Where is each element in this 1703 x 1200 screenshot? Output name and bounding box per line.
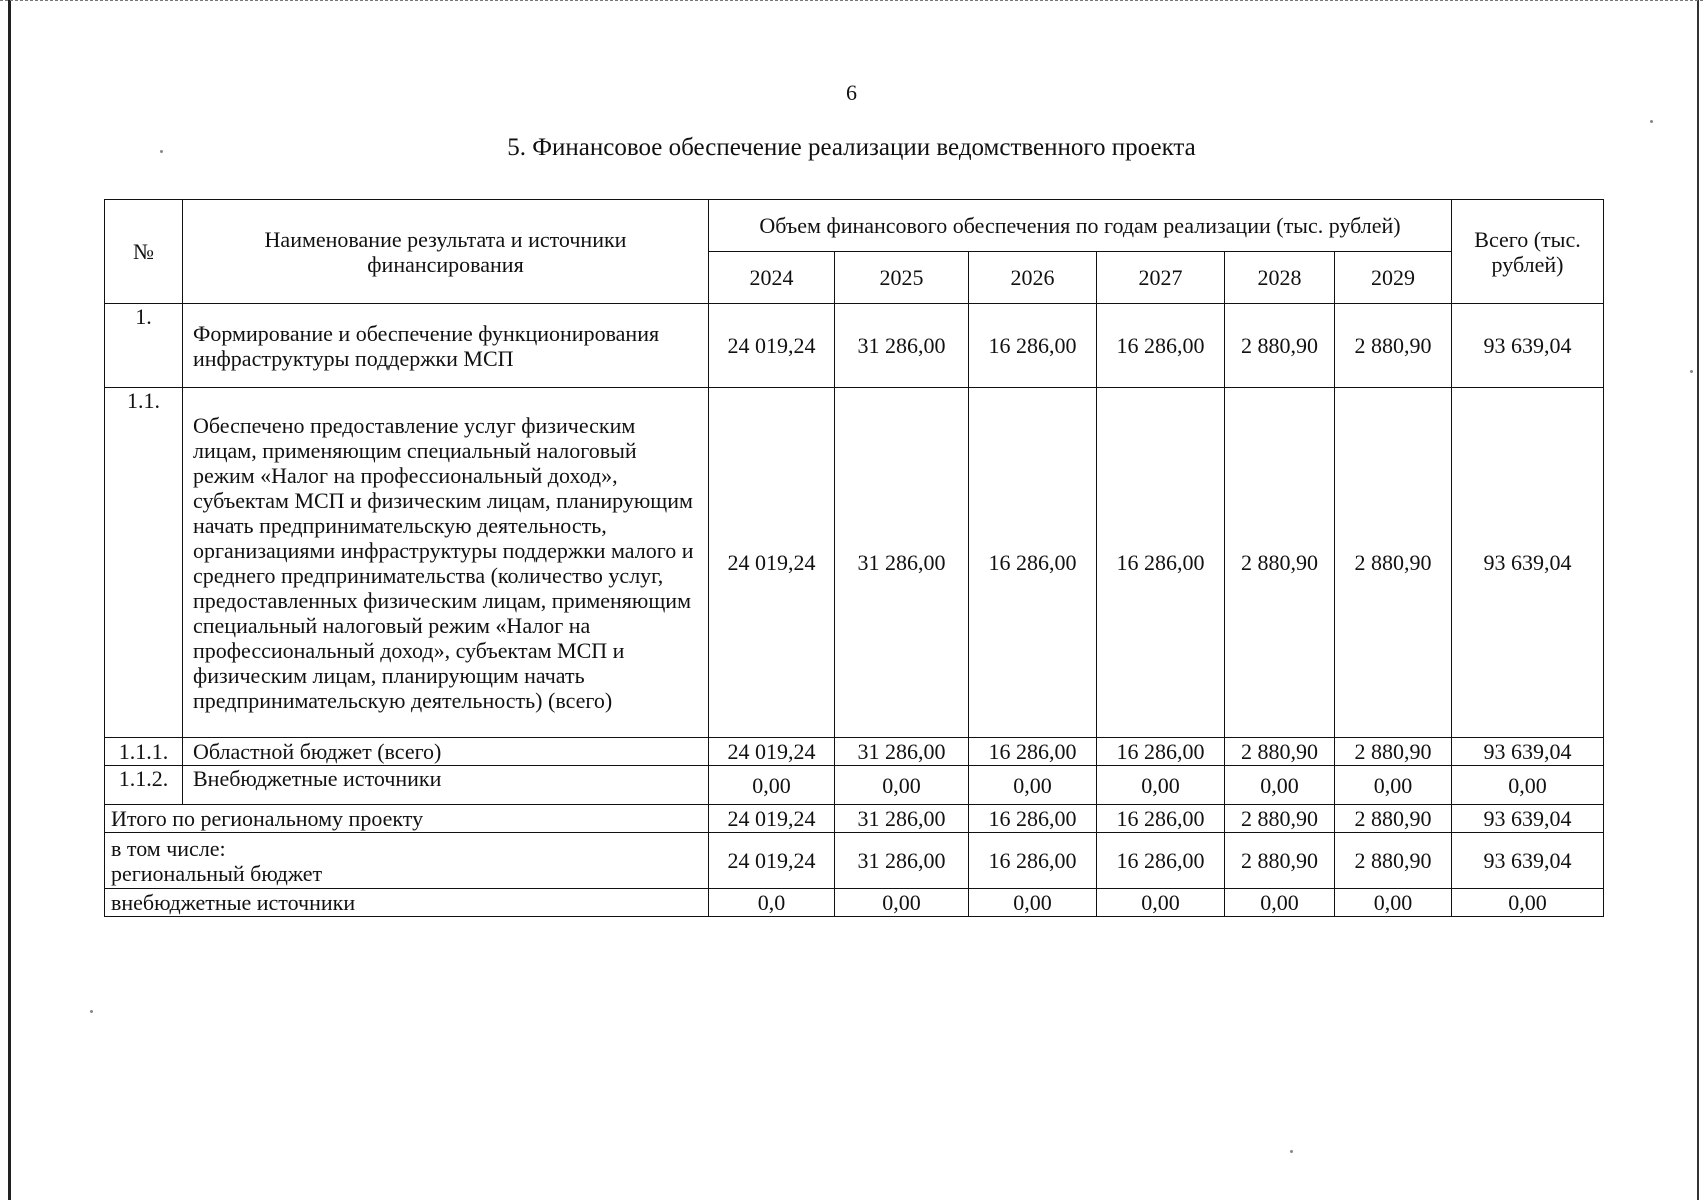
row-value: 2 880,90	[1225, 388, 1335, 738]
summary-total: 93 639,04	[1452, 805, 1604, 833]
row-value: 16 286,00	[969, 388, 1097, 738]
summary-value: 0,00	[1097, 889, 1225, 917]
row-value: 31 286,00	[835, 388, 969, 738]
summary-label-line: в том числе:	[111, 835, 226, 861]
summary-value: 16 286,00	[969, 805, 1097, 833]
summary-value: 0,00	[969, 889, 1097, 917]
summary-total: 93 639,04	[1452, 833, 1604, 889]
scan-left-edge	[8, 0, 11, 1200]
table-row	[105, 738, 1604, 766]
row-value: 0,00	[1335, 766, 1452, 805]
row-value: 24 019,24	[709, 738, 835, 766]
year-header: 2027	[1097, 252, 1225, 304]
scan-top-edge	[0, 0, 1703, 2]
row-value: 0,00	[1225, 766, 1335, 805]
year-header: 2024	[709, 252, 835, 304]
row-num: 1.1.	[105, 388, 183, 738]
row-value: 2 880,90	[1225, 738, 1335, 766]
year-header: 2029	[1335, 252, 1452, 304]
row-value: 16 286,00	[1097, 304, 1225, 388]
row-name: Обеспечено предоставление услуг физическим лицам, применяющим специальный налоговый режим «Налог на профессиональный доход», субъектам МСП и физическим лицам, планирующим начать предпринимательскую деятельность, организациями инфраструктуры поддержки малого и среднего предпринимательства (количество услуг, предоставленных физическим лицам, применяющим специальный налоговый режим «Налог на профессиональный доход», субъектам МСП и физическим лицам, планирующим начать предпринимательскую деятельность) (всего)	[183, 388, 709, 738]
row-total: 93 639,04	[1452, 388, 1604, 738]
row-value: 0,00	[709, 766, 835, 805]
row-value: 2 880,90	[1335, 304, 1452, 388]
summary-value: 31 286,00	[835, 833, 969, 889]
page-number: 6	[846, 80, 857, 105]
summary-value: 24 019,24	[709, 805, 835, 833]
section-heading: 5. Финансовое обеспечение реализации ведомственного проекта	[507, 134, 1196, 161]
summary-value: 0,00	[835, 889, 969, 917]
summary-value: 2 880,90	[1225, 833, 1335, 889]
summary-label-line: региональный бюджет	[111, 860, 323, 886]
summary-value: 24 019,24	[709, 833, 835, 889]
summary-row	[105, 889, 1604, 917]
row-value: 0,00	[835, 766, 969, 805]
table-row	[105, 304, 1604, 388]
row-value: 16 286,00	[969, 304, 1097, 388]
year-header: 2025	[835, 252, 969, 304]
scan-speck	[1290, 1150, 1293, 1153]
row-value: 31 286,00	[835, 304, 969, 388]
scan-speck	[1690, 370, 1693, 373]
summary-value: 2 880,90	[1225, 805, 1335, 833]
year-header: 2028	[1225, 252, 1335, 304]
row-value: 24 019,24	[709, 388, 835, 738]
summary-label: внебюджетные источники	[105, 889, 709, 917]
row-value: 0,00	[969, 766, 1097, 805]
scan-speck	[90, 1010, 93, 1013]
row-value: 2 880,90	[1335, 388, 1452, 738]
row-total: 93 639,04	[1452, 738, 1604, 766]
row-value: 31 286,00	[835, 738, 969, 766]
table-row	[105, 388, 1604, 738]
summary-value: 16 286,00	[969, 833, 1097, 889]
row-name: Формирование и обеспечение функционирования инфраструктуры поддержки МСП	[183, 304, 709, 388]
summary-label	[105, 833, 709, 889]
row-num: 1.1.1.	[105, 738, 183, 766]
row-total: 93 639,04	[1452, 304, 1604, 388]
summary-value: 16 286,00	[1097, 805, 1225, 833]
summary-value: 31 286,00	[835, 805, 969, 833]
header-num: №	[105, 200, 183, 304]
row-value: 2 880,90	[1335, 738, 1452, 766]
row-value: 16 286,00	[1097, 388, 1225, 738]
summary-row	[105, 805, 1604, 833]
header-total: Всего (тыс. рублей)	[1452, 200, 1604, 304]
row-value: 0,00	[1097, 766, 1225, 805]
table-row	[105, 766, 1604, 805]
financing-table	[104, 199, 1604, 917]
summary-value: 2 880,90	[1335, 805, 1452, 833]
summary-total: 0,00	[1452, 889, 1604, 917]
summary-value: 0,00	[1225, 889, 1335, 917]
row-num: 1.	[105, 304, 183, 388]
summary-value: 2 880,90	[1335, 833, 1452, 889]
row-value: 24 019,24	[709, 304, 835, 388]
row-name: Внебюджетные источники	[183, 766, 709, 805]
row-value: 16 286,00	[1097, 738, 1225, 766]
summary-label: Итого по региональному проекту	[105, 805, 709, 833]
year-header: 2026	[969, 252, 1097, 304]
row-num: 1.1.2.	[105, 766, 183, 805]
scan-speck	[1650, 120, 1653, 123]
summary-value: 0,00	[1335, 889, 1452, 917]
summary-row	[105, 833, 1604, 889]
header-row	[105, 200, 1604, 252]
header-name: Наименование результата и источники финансирования	[183, 200, 709, 304]
row-value: 16 286,00	[969, 738, 1097, 766]
scan-right-edge	[1697, 0, 1699, 1200]
row-value: 2 880,90	[1225, 304, 1335, 388]
header-volume: Объем финансового обеспечения по годам реализации (тыс. рублей)	[709, 200, 1452, 252]
row-name: Областной бюджет (всего)	[183, 738, 709, 766]
summary-value: 0,0	[709, 889, 835, 917]
summary-value: 16 286,00	[1097, 833, 1225, 889]
row-total: 0,00	[1452, 766, 1604, 805]
